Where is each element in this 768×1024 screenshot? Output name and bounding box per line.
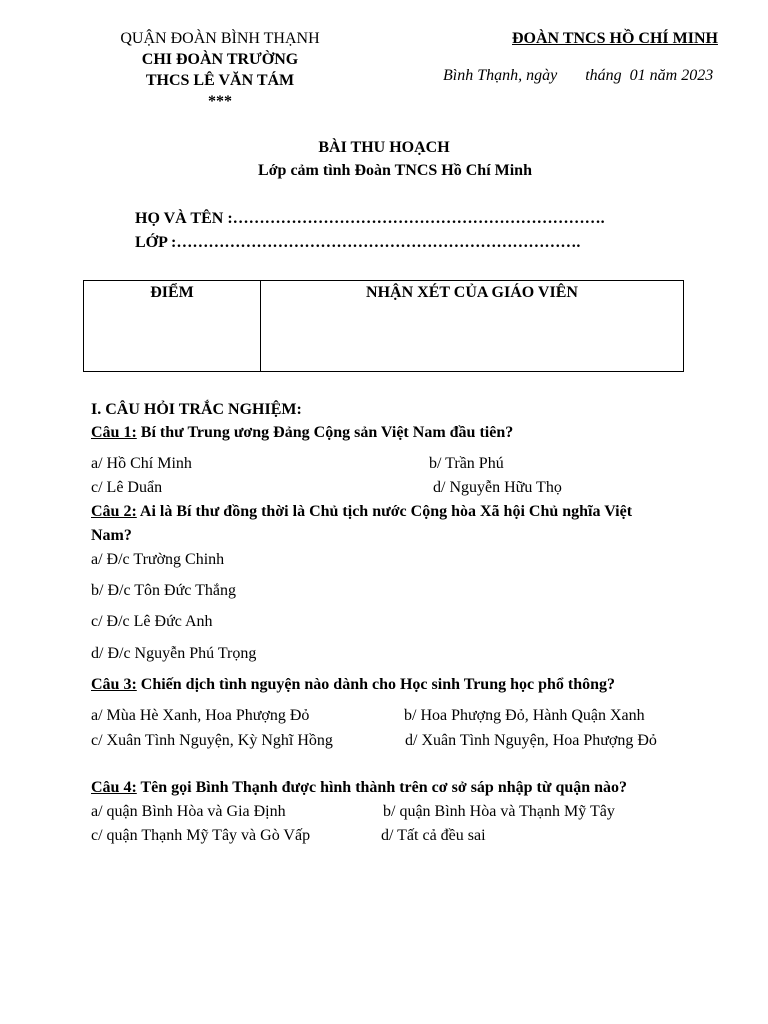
question-3-label: Câu 3: bbox=[91, 676, 137, 693]
question-3-option-b: b/ Hoa Phượng Đỏ, Hành Quận Xanh bbox=[404, 707, 645, 724]
question-1-text: Bí thư Trung ương Đảng Cộng sản Việt Nam đầu tiên? bbox=[136, 424, 514, 441]
date-line: Bình Thạnh, ngày tháng 01 năm 2023 bbox=[443, 67, 714, 84]
question-4-option-d: d/ Tất cả đều sai bbox=[381, 827, 486, 844]
question-1-option-c: c/ Lê Duẩn bbox=[91, 479, 163, 496]
school-name: THCS LÊ VĂN TÁM bbox=[145, 72, 295, 89]
question-2-option-c: c/ Đ/c Lê Đức Anh bbox=[91, 613, 213, 630]
question-3-text: Chiến dịch tình nguyện nào dành cho Học sinh Trung học phổ thông? bbox=[136, 676, 616, 693]
grade-column-header: ĐIỂM bbox=[84, 281, 261, 371]
question-2-option-a: a/ Đ/c Trường Chinh bbox=[91, 551, 225, 568]
district-union-name: QUẬN ĐOÀN BÌNH THẠNH bbox=[120, 30, 320, 47]
section-heading: I. CÂU HỎI TRẮC NGHIỆM: bbox=[91, 401, 302, 418]
question-4 bbox=[91, 779, 627, 797]
student-class-line: LỚP :…………………………………………………………………. bbox=[135, 234, 581, 251]
teacher-comment-column-header: NHẬN XÉT CỦA GIÁO VIÊN bbox=[366, 284, 578, 301]
question-1 bbox=[91, 424, 513, 442]
grade-table bbox=[83, 280, 684, 372]
question-1-label: Câu 1: bbox=[91, 424, 137, 441]
organization-title: ĐOÀN TNCS HỒ CHÍ MINH bbox=[512, 30, 718, 47]
question-2 bbox=[91, 503, 632, 521]
question-2-text: Ai là Bí thư đồng thời là Chủ tịch nước Cộng hòa Xã hội Chủ nghĩa Việt bbox=[136, 503, 633, 520]
question-1-option-d: d/ Nguyễn Hữu Thọ bbox=[433, 479, 562, 496]
question-3-option-a: a/ Mùa Hè Xanh, Hoa Phượng Đỏ bbox=[91, 707, 310, 724]
school-union-name: CHI ĐOÀN TRƯỜNG bbox=[141, 51, 299, 68]
question-2-label: Câu 2: bbox=[91, 503, 137, 520]
question-2-option-d: d/ Đ/c Nguyễn Phú Trọng bbox=[91, 645, 257, 662]
question-4-text: Tên gọi Bình Thạnh được hình thành trên cơ sở sáp nhập từ quận nào? bbox=[136, 779, 628, 796]
page-title: BÀI THU HOẠCH bbox=[318, 139, 450, 156]
question-2-text-continued: Nam? bbox=[91, 527, 132, 544]
question-4-option-b: b/ quận Bình Hòa và Thạnh Mỹ Tây bbox=[383, 803, 615, 820]
question-1-option-b: b/ Trần Phú bbox=[429, 455, 504, 472]
question-4-label: Câu 4: bbox=[91, 779, 137, 796]
header-separator: *** bbox=[208, 93, 232, 110]
question-3 bbox=[91, 676, 615, 694]
page-subtitle: Lớp cảm tình Đoàn TNCS Hồ Chí Minh bbox=[258, 162, 532, 179]
question-4-option-a: a/ quận Bình Hòa và Gia Định bbox=[91, 803, 286, 820]
question-3-option-c: c/ Xuân Tình Nguyện, Kỳ Nghĩ Hồng bbox=[91, 732, 333, 749]
question-2-option-b: b/ Đ/c Tôn Đức Thắng bbox=[91, 582, 236, 599]
question-1-option-a: a/ Hồ Chí Minh bbox=[91, 455, 192, 472]
question-3-option-d: d/ Xuân Tình Nguyện, Hoa Phượng Đỏ bbox=[405, 732, 657, 749]
student-name-line: HỌ VÀ TÊN :……………………………………………………………. bbox=[135, 210, 605, 227]
question-4-option-c: c/ quận Thạnh Mỹ Tây và Gò Vấp bbox=[91, 827, 311, 844]
